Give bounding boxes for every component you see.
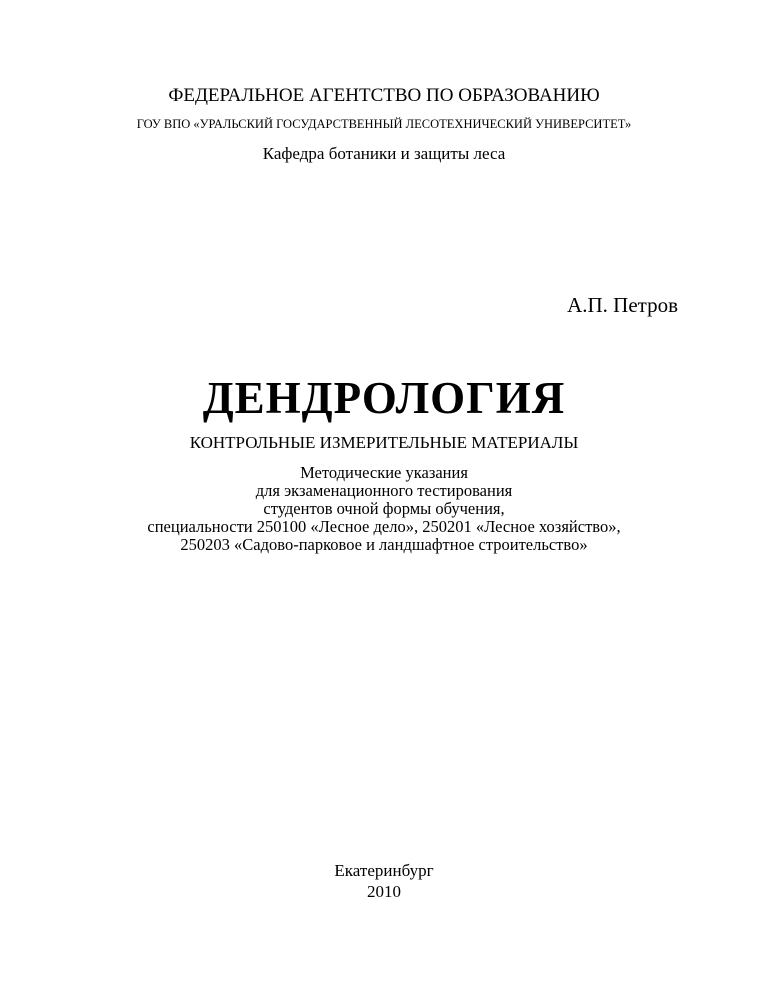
agency-name: ФЕДЕРАЛЬНОЕ АГЕНТСТВО ПО ОБРАЗОВАНИЮ: [168, 85, 600, 106]
publication-year: 2010: [367, 882, 401, 901]
department-name: Кафедра ботаники и защиты леса: [262, 144, 506, 163]
publication-city: Екатеринбург: [334, 861, 434, 880]
author-name: А.П. Петров: [567, 293, 678, 317]
description-line: Методические указания: [300, 463, 468, 482]
university-name: ГОУ ВПО «УРАЛЬСКИЙ ГОСУДАРСТВЕННЫЙ ЛЕСОТЕХНИЧЕСКИЙ УНИВЕРСИТЕТ»: [136, 117, 632, 131]
description-line: студентов очной формы обучения,: [263, 499, 505, 518]
description-line: для экзаменационного тестирования: [255, 481, 513, 500]
description-block: [0, 464, 768, 554]
document-subtitle: КОНТРОЛЬНЫЕ ИЗМЕРИТЕЛЬНЫЕ МАТЕРИАЛЫ: [189, 433, 579, 452]
description-line: 250203 «Садово-парковое и ландшафтное строительство»: [180, 535, 588, 554]
description-line: специальности 250100 «Лесное дело», 250201 «Лесное хозяйство»,: [147, 517, 621, 536]
document-title: ДЕНДРОЛОГИЯ: [202, 373, 566, 423]
